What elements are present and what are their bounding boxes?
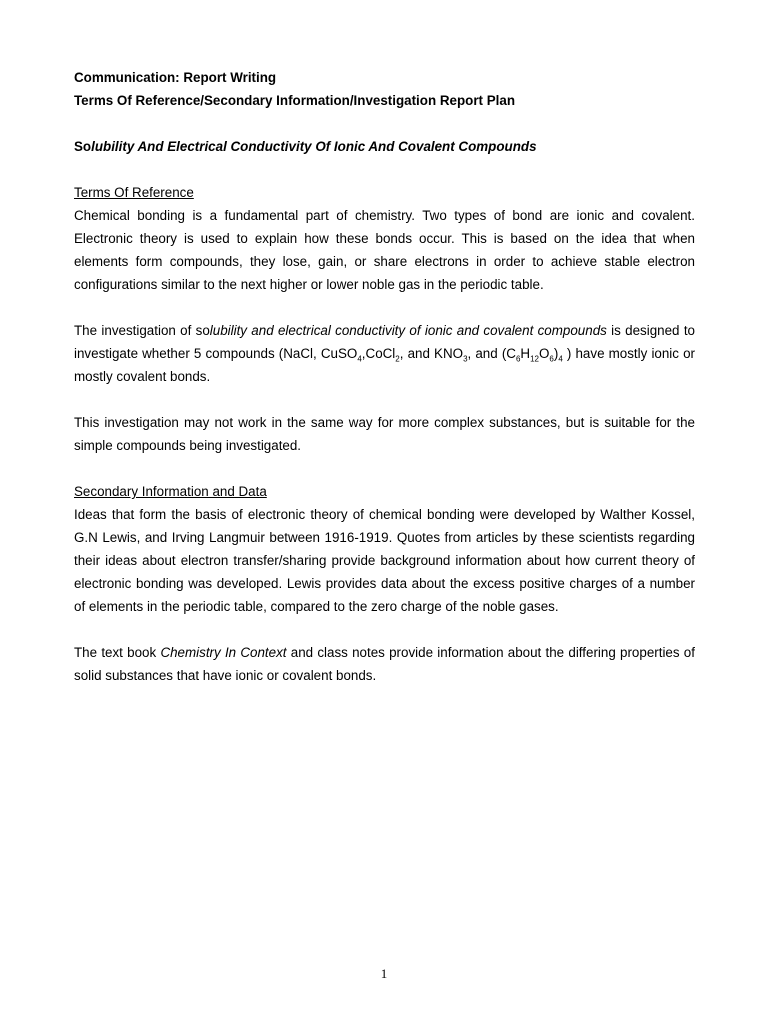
spacer [74, 457, 695, 480]
terms-paragraph-2 [74, 319, 695, 388]
subscript: 6 [515, 354, 521, 364]
subscript: 6 [549, 354, 554, 364]
spacer [74, 112, 695, 135]
secondary-paragraph-2 [74, 641, 695, 687]
subscript: 4 [558, 354, 563, 364]
terms-paragraph-3: This investigation may not work in the same way for more complex substances, but is suitable for the simple compounds being investigated. [74, 415, 695, 453]
spacer [74, 158, 695, 181]
spacer [74, 388, 695, 411]
investigation-title-italic: lubility and electrical conductivity of ionic and covalent compounds [209, 323, 607, 338]
subscript: 2 [395, 354, 400, 364]
course-title: Communication: Report Writing [74, 70, 277, 85]
document-body [74, 66, 695, 687]
report-title [74, 135, 695, 158]
report-title-prefix: So [74, 139, 92, 154]
subscript: 12 [530, 354, 539, 364]
text-run: ) [553, 346, 559, 361]
text-run: O [538, 346, 550, 361]
page-number: 1 [380, 966, 388, 981]
subscript: 4 [357, 354, 362, 364]
text-run: , and KNO [399, 346, 464, 361]
spacer [74, 618, 695, 641]
spacer [74, 296, 695, 319]
document-subtitle: Terms Of Reference/Secondary Information/Investigation Report Plan [74, 93, 515, 108]
text-run: , and (C [467, 346, 516, 361]
subscript: 3 [463, 354, 468, 364]
report-title-rest: lubility And Electrical Conductivity Of Ionic And Covalent Compounds [91, 139, 537, 154]
terms-of-reference-heading: Terms Of Reference [74, 185, 194, 200]
text-run: and class notes provide information about the differing properties of solid substances that have ionic or covalent bonds. [74, 645, 695, 683]
text-run: is designed to investigate whether 5 compounds (NaCl, CuSO [74, 323, 695, 361]
text-run: The investigation of so [74, 323, 210, 338]
text-run: ) have mostly ionic or mostly covalent bonds. [74, 346, 696, 384]
text-run: The text book [74, 645, 161, 660]
secondary-information-heading: Secondary Information and Data [74, 484, 267, 499]
text-run: H [520, 346, 531, 361]
text-run: ,CoCl [361, 346, 396, 361]
book-title-italic: Chemistry In Context [160, 645, 287, 660]
secondary-paragraph-1: Ideas that form the basis of electronic theory of chemical bonding were developed by Walther Kossel, G.N Lewis, and Irving Langmuir between 1916-1919. Quotes from articles by these scientists regarding their ideas about electron transfer/sharing provide background information about how current theory of electronic bonding was developed. Lewis provides data about the excess positive charges of a number of elements in the periodic table, compared to the zero charge of the noble gases. [74, 507, 695, 614]
terms-paragraph-1: Chemical bonding is a fundamental part of chemistry. Two types of bond are ionic and covalent. Electronic theory is used to explain how these bonds occur. This is based on the idea that when elements form compounds, they lose, gain, or share electrons in order to achieve stable electron configurations similar to the next higher or lower noble gas in the periodic table. [74, 208, 695, 292]
